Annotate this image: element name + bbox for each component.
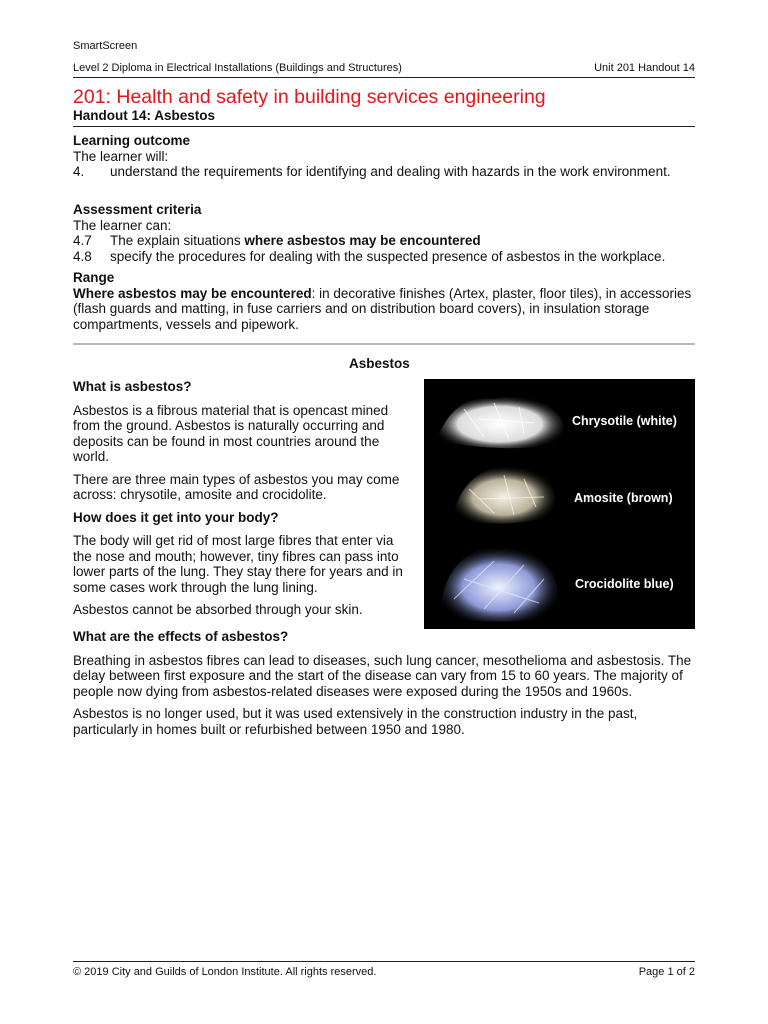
effects-heading: What are the effects of asbestos?	[73, 629, 289, 644]
item-text	[110, 233, 695, 249]
asbestos-types-photo	[424, 379, 695, 629]
page-title: 201: Health and safety in building services engineering	[73, 86, 546, 108]
learning-outcome-item	[73, 164, 695, 180]
header-rule	[73, 77, 695, 78]
section-divider	[73, 343, 695, 345]
assessment-heading: Assessment criteria	[73, 202, 202, 217]
item-number: 4.	[73, 164, 85, 179]
chrysotile-label: Chrysotile (white)	[572, 414, 677, 428]
footer-copyright: © 2019 City and Guilds of London Institute. All rights reserved.	[73, 966, 377, 978]
page-subtitle: Handout 14: Asbestos	[73, 108, 216, 123]
item-text-plain: The explain situations	[110, 233, 245, 248]
item-text-bold: where asbestos may be encountered	[244, 233, 481, 248]
learning-outcome-heading: Learning outcome	[73, 133, 191, 148]
assessment-intro: The learner can:	[73, 217, 172, 233]
learning-outcome-intro: The learner will:	[73, 148, 169, 164]
what-is-paragraph-1: Asbestos is a fibrous material that is opencast mined from the ground. Asbestos is naturally occurring and deposits can be found in most countries around the world.	[73, 402, 389, 464]
range-plain: : in decorative finishes (Artex, plaster, floor tiles), in accessories (flash guards and matting, in fuse carriers and on distribution board covers), in insulation storage compartments, vessels and pipework.	[73, 285, 692, 332]
crocidolite-label: Crocidolite blue)	[575, 577, 674, 591]
what-is-paragraph-2: There are three main types of asbestos you may come across: chrysotile, amosite and crocidolite.	[73, 471, 400, 502]
what-is-section	[73, 379, 413, 618]
effects-paragraph-2: Asbestos is no longer used, but it was used extensively in the construction industry in the past, particularly in homes built or refurbished between 1950 and 1980.	[73, 706, 638, 737]
learning-outcome-section	[73, 133, 695, 180]
range-heading: Range	[73, 270, 115, 285]
item-text: specify the procedures for dealing with the suspected presence of asbestos in the workplace.	[110, 248, 666, 264]
chrysotile-sample	[436, 395, 564, 448]
header-brand: SmartScreen	[73, 40, 138, 52]
crocidolite-sample	[439, 545, 558, 621]
footer-page-number: Page 1 of 2	[638, 966, 695, 978]
assessment-section	[73, 202, 695, 264]
footer-rule	[73, 961, 695, 962]
header-ref: Unit 201 Handout 14	[594, 62, 695, 74]
header-course: Level 2 Diploma in Electrical Installations (Buildings and Structures)	[73, 62, 402, 74]
assessment-item	[73, 249, 695, 265]
title-rule	[73, 126, 695, 127]
section-heading: Asbestos	[349, 356, 410, 371]
item-text: understand the requirements for identifying and dealing with hazards in the work environment.	[110, 164, 671, 179]
body-entry-paragraph-2: Asbestos cannot be absorbed through your skin.	[73, 602, 363, 617]
item-number: 4.7	[73, 233, 92, 248]
item-number: 4.8	[73, 248, 92, 264]
page-footer	[73, 966, 695, 978]
header-line	[73, 62, 695, 74]
amosite-label: Amosite (brown)	[574, 491, 673, 505]
effects-section	[73, 629, 695, 737]
amosite-sample	[452, 465, 555, 524]
range-text	[73, 286, 695, 333]
effects-paragraph-1: Breathing in asbestos fibres can lead to diseases, such lung cancer, mesothelioma and asbestosis. The delay between first exposure and the start of the disease can vary from 15 to 60 years. The majority of people now dying from asbestos-related diseases were exposed during the 1950s and 1960s.	[73, 652, 692, 699]
what-is-heading: What is asbestos?	[73, 379, 192, 394]
assessment-item	[73, 233, 695, 249]
body-entry-heading: How does it get into your body?	[73, 509, 279, 525]
range-bold: Where asbestos may be encountered	[73, 285, 312, 301]
range-section	[73, 270, 695, 332]
body-entry-paragraph-1: The body will get rid of most large fibres that enter via the nose and mouth; however, tiny fibres can pass into lower parts of the lung. They stay there for years and in some cases work through the lung lining.	[73, 533, 403, 595]
